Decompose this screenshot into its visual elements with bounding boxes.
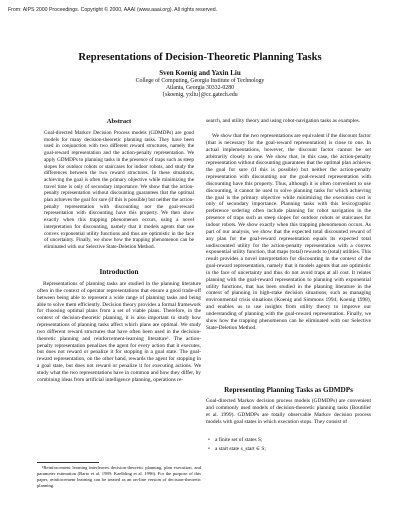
copyright-notice: From: AIPS 2000 Proceedings. Copyright © 2000, AAAI (www.aaai.org). All rights reserved. xyxy=(8,7,218,13)
abstract-heading: Abstract xyxy=(106,118,132,125)
introduction-heading: Introduction xyxy=(99,268,139,276)
bullet-item: • a finite set of states S; xyxy=(208,436,368,445)
footnote-text: ¹Reinforcement learning interleaves decision-theoretic planning, plan execution, and parameter estimation (Barto et al. 1989; Kaelbling et al. 1996). For the purpose of this paper, reinforcement learning can be treated as an on-line version of decision-theoretic planning. xyxy=(37,465,201,488)
introduction-text: Representations of planning tasks are studied in the planning literature often in the context of operator representations that ensure a good trade-off between being able to represent a wide range of planning tasks and being able to solve them efficiently. Decision theory provides a formal framework for choosing optimal plans from a set of viable plans. Therefore, in the context of decision-theoretic planning, it is also important to study how representations of planning tasks affect which plans are optimal. We study two different reward structures that have often been used in the decision-theoretic planning and reinforcement-learning literature¹. The action-penalty representation penalizes the agent for every action that it executes, but does not reward or penalize it for stopping in a goal state. The goal-reward representation, on the other hand, rewards the agent for stopping in a goal state, but does not reward or penalize it for executing actions. We study what the two representations have in common and how they differ, by combining ideas from artificial intelligence planning, operations re- xyxy=(37,281,201,383)
footnote-rule xyxy=(37,462,99,463)
abstract-text: Goal-directed Markov Decision Process models (GDMDPs) are good models for many decision-theoretic planning tasks. They have been used in conjunction with two different reward structures, namely the goal-reward representation and the action-penalty representation. We apply GDMDPs to planning tasks in the presence of traps such as steep slopes for outdoor robots or staircases for indoor robots, and study the differences between the two reward structures. In these situations, achieving the goal is often the primary objective while minimizing the travel time is only of secondary importance. We show that the action-penalty representation without discounting guarantees that the optimal plan achieves the goal for sure (if this is possible) but neither the action-penalty representation with discounting nor the goal-reward representation with discounting have this property. We then show exactly when this trapping phenomenon occurs, using a novel interpretation for discounting, namely that it models agents that use convex exponential utility functions and thus are optimistic in the face of uncertainty. Finally, we show how the trapping phenomenon can be eliminated with our Selective State-Deletion Method. xyxy=(44,130,194,250)
paper-authors: Sven Koenig and Yaxin Liu xyxy=(159,69,241,77)
affiliation-email: {skoenig, yxliu}@cc.gatech.edu xyxy=(162,92,238,99)
affiliation-line: Atlanta, Georgia 30332-0280 xyxy=(166,85,234,92)
gdmdp-paragraph: Goal-directed Markov decision process models (GDMDPs) are convenient and commonly used models of decision-theoretic planning tasks (Boutilier et al. 1999). GDMDPs are totally observable Markov decision process models with goal states in which execution stops. They consist of xyxy=(206,398,371,425)
gdmdp-bullet-list xyxy=(208,436,368,454)
author-affiliation xyxy=(0,78,400,99)
right-column-paragraph-1: search, and utility theory and using robot-navigation tasks as examples. xyxy=(206,118,361,124)
affiliation-line: College of Computing, Georgia Institute of Technology xyxy=(135,78,265,84)
bullet-item: • a start state s_start ∈ S; xyxy=(208,445,368,454)
right-column-paragraph-2: We show that the two representations are equivalent if the discount factor (that is necessary for the goal-reward representation) is close to one. In actual implementations, however, the discount factor cannot be set arbitrarily closely to one. We show that, in this case, the action-penalty representation without discounting guarantees that the optimal plan achieves the goal for sure (if this is possible) but neither the action-penalty representation with discounting nor the goal-reward representation with discounting have this property. Thus, although it is often convenient to use discounting, it cannot be used to solve planning tasks for which achieving the goal is the primary objective while minimizing the execution cost is only of secondary importance. Planning tasks with this lexicographic preference ordering often include planning for robot navigation in the presence of traps such as steep slopes for outdoor robots or staircases for indoor robots. We show exactly when this trapping phenomenon occurs. As part of our analysis, we show that the expected total discounted reward of any plan for the goal-reward representation equals its expected total undiscounted utility for the action-penalty representation with a convex exponential utility function, that maps (total) rewards to (total) utilities. This result provides a novel interpretation for discounting in the context of the goal-reward representation, namely that it models agents that are optimistic in the face of uncertainty and thus do not avoid traps at all cost. It relates planning with the goal-reward representation to planning with exponential utility functions, that has been studied in the planning literature in the context of planning in high-stake decision situations, such as managing environmental crisis situations (Koenig and Simmons 1994; Koenig 1998), and enables us to use insights from utility theory to improve our understanding of planning with the goal-reward representation. Finally, we show how the trapping phenomenon can be eliminated with our Selective State-Deletion Method. xyxy=(206,133,371,331)
paper-title: Representations of Decision-Theoretic Planning Tasks xyxy=(78,52,322,63)
gdmdp-section-heading: Representing Planning Tasks as GDMDPs xyxy=(224,386,353,394)
